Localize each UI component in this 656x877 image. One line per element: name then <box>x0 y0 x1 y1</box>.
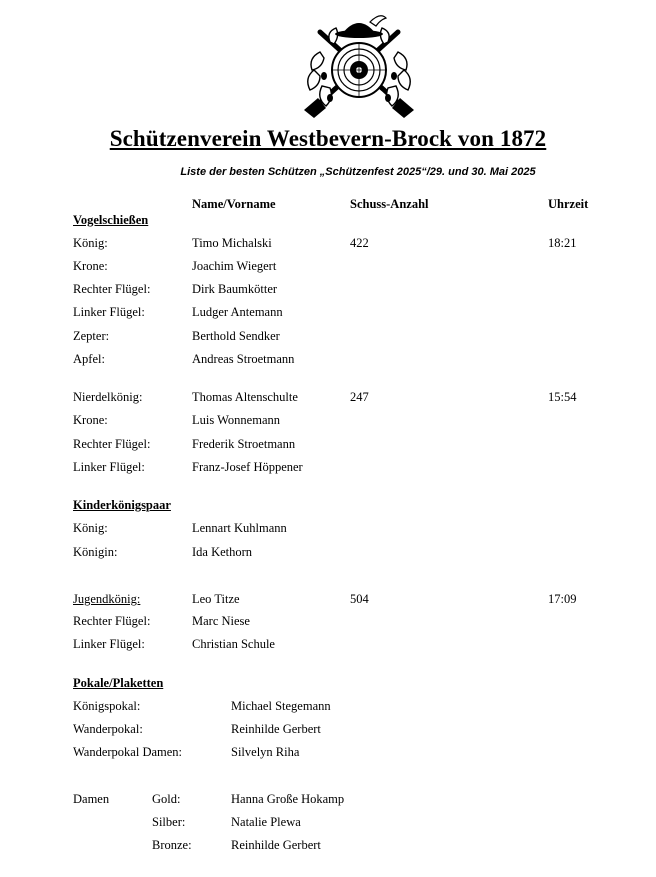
club-emblem-logo <box>300 12 418 122</box>
row-name: Berthold Sendker <box>192 329 280 343</box>
row-name: Ida Kethorn <box>192 545 253 559</box>
medal-label: Silber: <box>152 815 186 829</box>
row-title: Linker Flügel: <box>73 637 145 651</box>
row-time: 15:54 <box>548 390 577 404</box>
row-name: Franz-Josef Höppener <box>192 460 303 474</box>
row-name: Joachim Wiegert <box>192 259 277 273</box>
row-title: Nierdelkönig: <box>73 390 143 404</box>
row-title: Königspokal: <box>73 699 141 713</box>
row-title: Linker Flügel: <box>73 305 145 319</box>
row-name: Andreas Stroetmann <box>192 352 295 366</box>
row-name: Reinhilde Gerbert <box>231 722 321 736</box>
row-title: Rechter Flügel: <box>73 437 151 451</box>
row-shots: 422 <box>350 236 369 250</box>
row-name: Luis Wonnemann <box>192 413 280 427</box>
row-name: Ludger Antemann <box>192 305 283 319</box>
column-header-shots: Schuss-Anzahl <box>350 197 429 211</box>
row-title: Zepter: <box>73 329 110 343</box>
row-title: Rechter Flügel: <box>73 282 151 296</box>
document-subtitle: Liste der besten Schützen „Schützenfest 2025“/29. und 30. Mai 2025 <box>180 166 536 178</box>
row-title: Linker Flügel: <box>73 460 145 474</box>
column-header-name: Name/Vorname <box>192 197 276 211</box>
row-title: König: <box>73 236 108 250</box>
row-time: 17:09 <box>548 592 577 606</box>
row-time: 18:21 <box>548 236 577 250</box>
section-heading-kinderkoenigspaar: Kinderkönigspaar <box>73 498 171 512</box>
row-title: König: <box>73 521 108 535</box>
row-name: Thomas Altenschulte <box>192 390 298 404</box>
section-heading-pokale: Pokale/Plaketten <box>73 676 164 690</box>
row-name: Michael Stegemann <box>231 699 331 713</box>
row-title: Wanderpokal Damen: <box>73 745 183 759</box>
row-name: Frederik Stroetmann <box>192 437 296 451</box>
row-title: Apfel: <box>73 352 105 366</box>
row-shots: 504 <box>350 592 369 606</box>
row-name: Hanna Große Hokamp <box>231 792 345 806</box>
row-title: Jugendkönig: <box>73 592 141 606</box>
row-name: Dirk Baumkötter <box>192 282 278 296</box>
row-title: Wanderpokal: <box>73 722 143 736</box>
row-shots: 247 <box>350 390 369 404</box>
damen-label: Damen <box>73 792 110 806</box>
document-title: Schützenverein Westbevern-Brock von 1872 <box>109 126 547 151</box>
row-title: Krone: <box>73 413 108 427</box>
row-name: Natalie Plewa <box>231 815 301 829</box>
row-name: Timo Michalski <box>192 236 272 250</box>
row-name: Silvelyn Riha <box>231 745 300 759</box>
row-name: Christian Schule <box>192 637 275 651</box>
medal-label: Bronze: <box>152 838 192 852</box>
row-name: Reinhilde Gerbert <box>231 838 321 852</box>
row-name: Marc Niese <box>192 614 250 628</box>
column-header-time: Uhrzeit <box>548 197 589 211</box>
medal-label: Gold: <box>152 792 181 806</box>
row-title: Königin: <box>73 545 118 559</box>
row-name: Leo Titze <box>192 592 240 606</box>
row-title: Rechter Flügel: <box>73 614 151 628</box>
section-heading-vogelschiessen: Vogelschießen <box>73 213 149 227</box>
row-title: Krone: <box>73 259 108 273</box>
row-name: Lennart Kuhlmann <box>192 521 287 535</box>
